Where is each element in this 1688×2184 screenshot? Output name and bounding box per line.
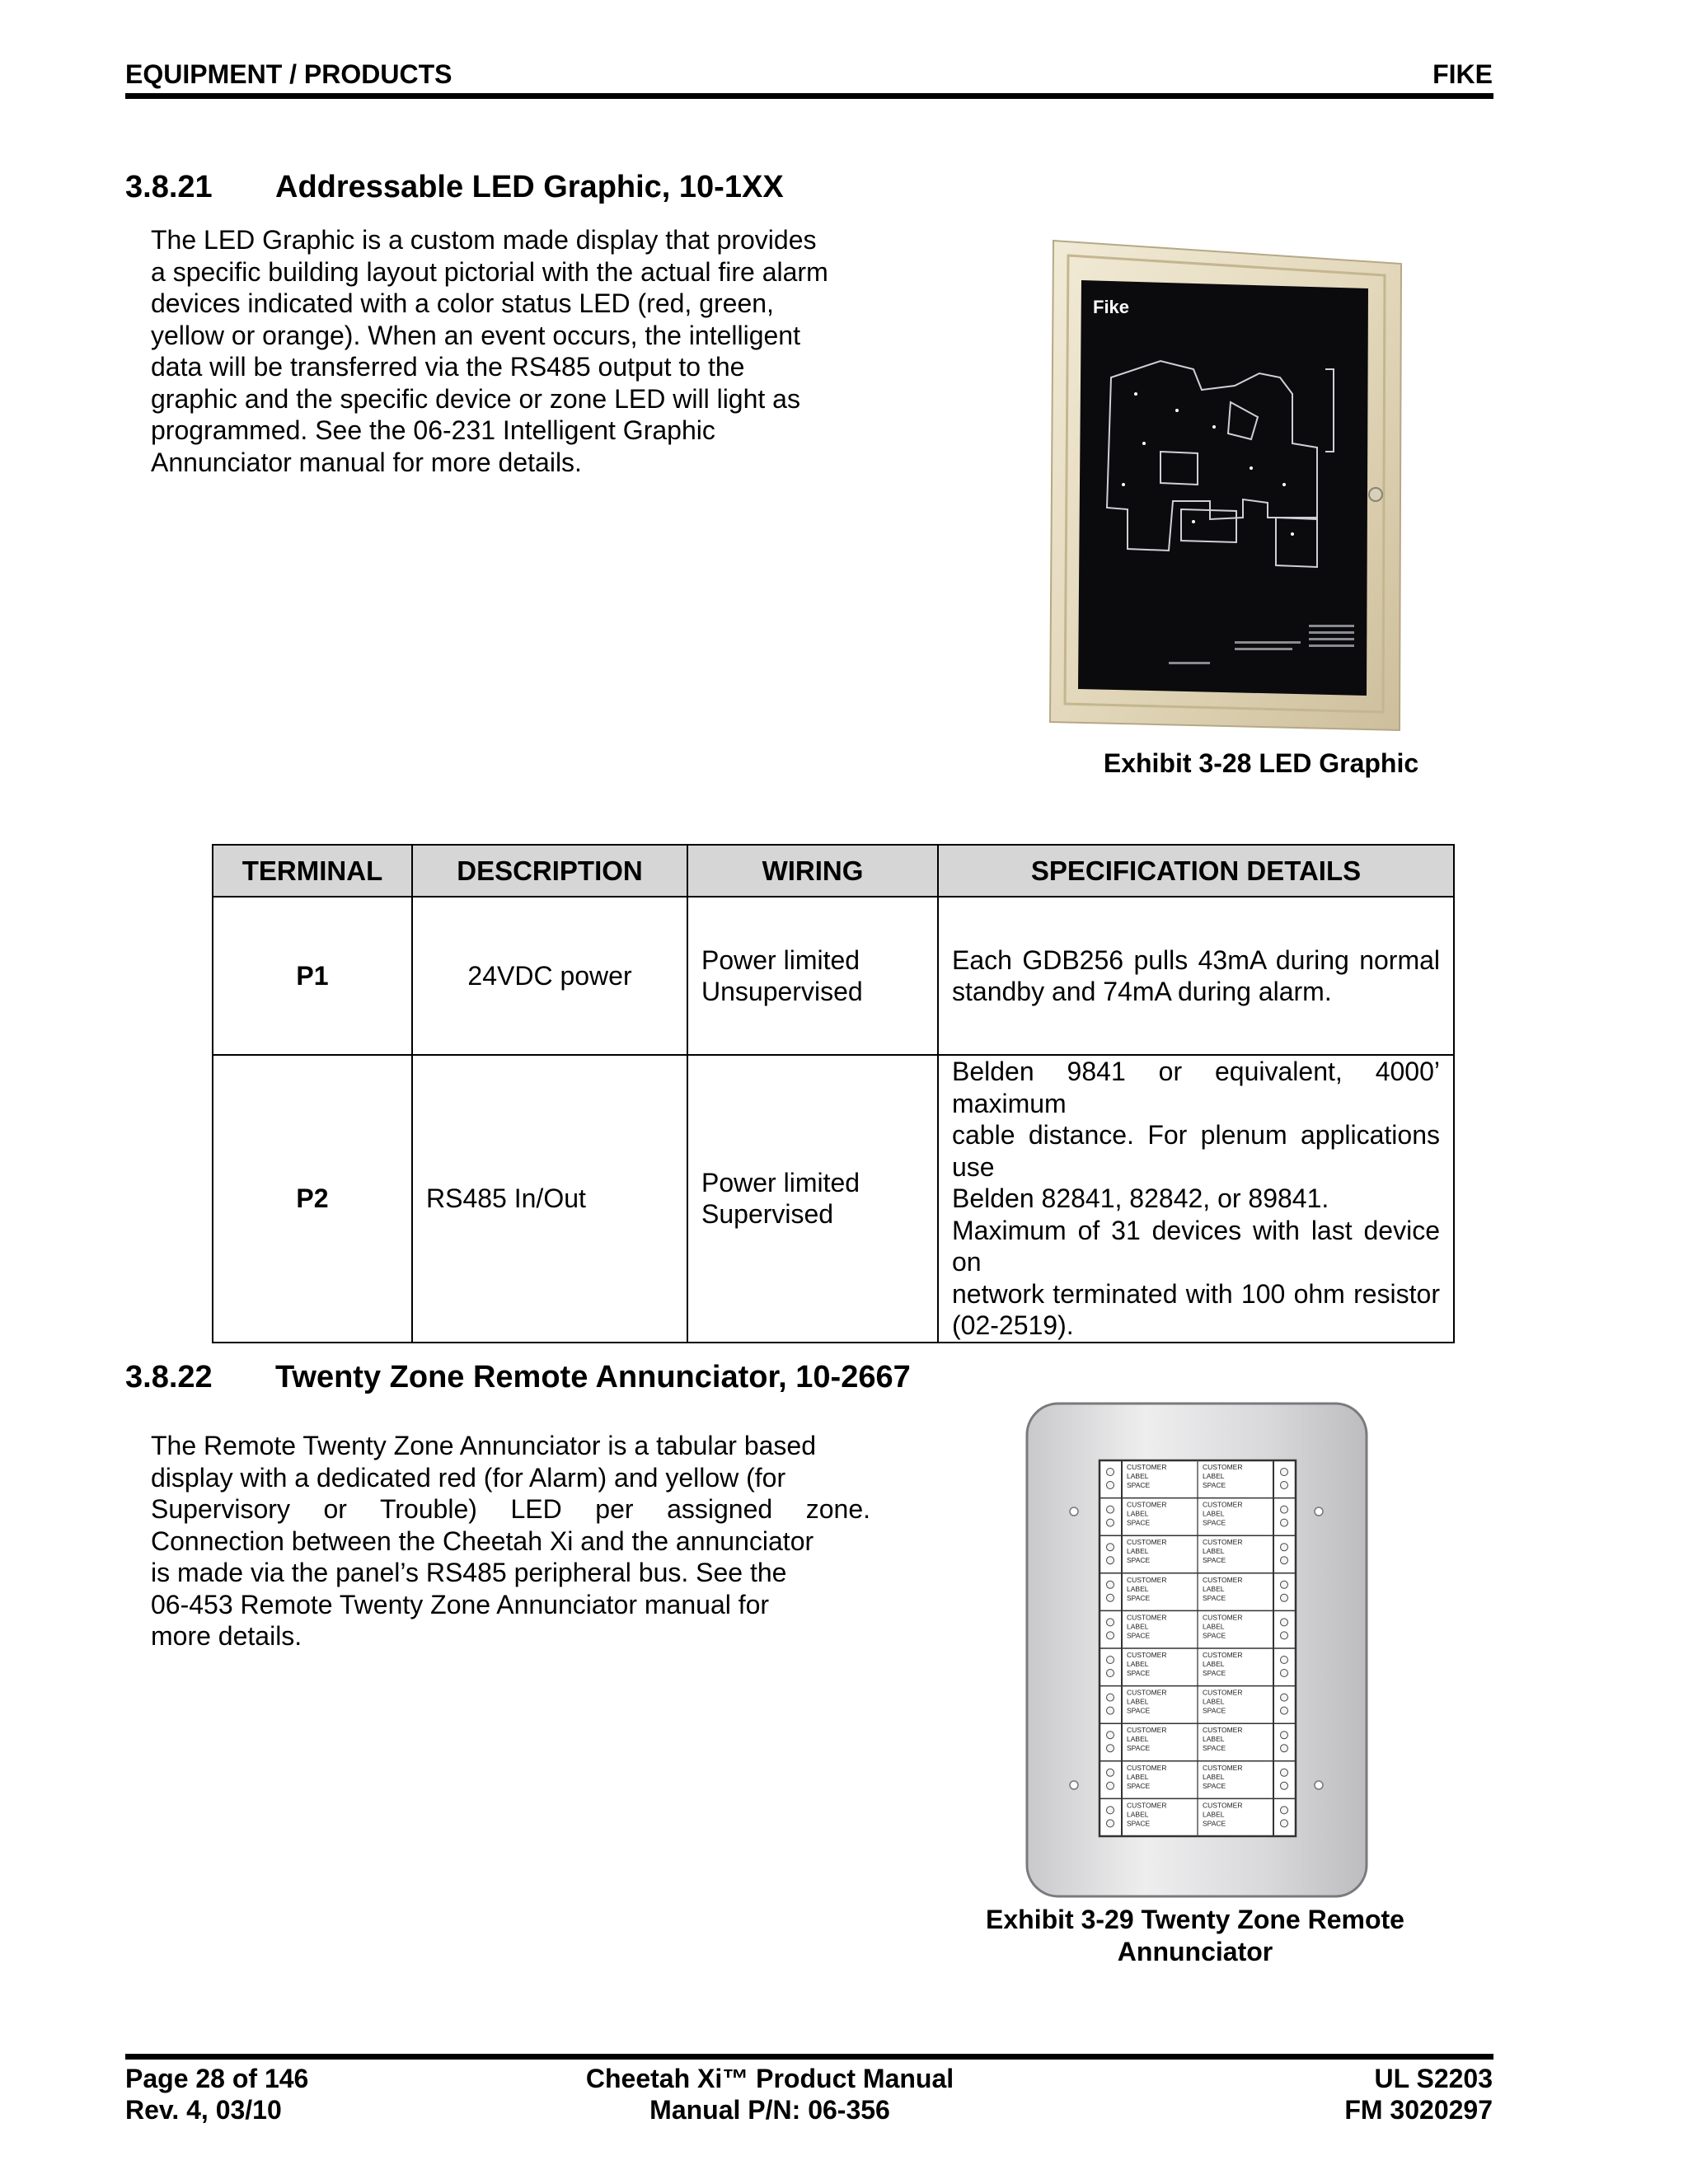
wiring-cell	[687, 897, 938, 1055]
wiring-line: Supervised	[701, 1199, 834, 1230]
zone-label-text: SPACE	[1203, 1593, 1226, 1602]
zone-led-icon	[1107, 1745, 1114, 1752]
manual-title: Cheetah Xi™ Product Manual	[585, 2064, 954, 2093]
zone-label-text: SPACE	[1203, 1518, 1226, 1527]
body-line: is made via the panel’s RS485 peripheral bus. See the	[151, 1558, 787, 1587]
zone-label-text: SPACE	[1127, 1593, 1151, 1602]
caption-line: Exhibit 3-29 Twenty Zone Remote	[986, 1905, 1404, 1934]
zone-led-icon	[1281, 1544, 1288, 1551]
zone-label-text: LABEL	[1127, 1584, 1149, 1593]
zone-label-text: LABEL	[1127, 1660, 1149, 1668]
zone-label-text: SPACE	[1127, 1669, 1151, 1677]
zone-label-text: SPACE	[1127, 1744, 1151, 1753]
zone-label-text: CUSTOMER	[1203, 1613, 1243, 1622]
zone-led-icon	[1281, 1506, 1288, 1513]
zone-label-text: LABEL	[1203, 1735, 1225, 1744]
body-line: display with a dedicated red (for Alarm) and yellow (for	[151, 1462, 786, 1493]
zone-label-text: CUSTOMER	[1127, 1801, 1167, 1810]
zone-label-text: LABEL	[1203, 1810, 1225, 1819]
zone-led-icon	[1107, 1769, 1114, 1776]
section-number: 3.8.21	[125, 170, 213, 204]
zone-label-text: LABEL	[1203, 1772, 1225, 1781]
zone-led-icon	[1281, 1619, 1288, 1626]
zone-led-icon	[1281, 1670, 1288, 1677]
zone-label-text: CUSTOMER	[1127, 1651, 1167, 1659]
zone-label-text: LABEL	[1127, 1772, 1149, 1781]
body-line: yellow or orange). When an event occurs, the intelligent	[151, 320, 800, 350]
description-cell: RS485 In/Out	[412, 1055, 687, 1343]
spec-cell	[938, 1055, 1454, 1343]
revision: Rev. 4, 03/10	[125, 2095, 282, 2125]
zone-led-icon	[1107, 1782, 1114, 1789]
zone-label-text: CUSTOMER	[1203, 1763, 1243, 1772]
zone-label-text: CUSTOMER	[1127, 1763, 1167, 1772]
zone-label-text: CUSTOMER	[1203, 1463, 1243, 1471]
zone-led-icon	[1281, 1707, 1288, 1714]
spec-line: Belden 82841, 82842, or 89841.	[952, 1183, 1329, 1213]
spec-line: standby and 74mA during alarm.	[952, 977, 1332, 1006]
zone-led-icon	[1281, 1469, 1288, 1476]
footer-rule	[125, 2054, 1493, 2060]
zone-label-text: CUSTOMER	[1203, 1575, 1243, 1584]
footer-right	[1344, 2063, 1493, 2125]
zone-led-icon	[1107, 1557, 1114, 1564]
zone-label-text: LABEL	[1203, 1472, 1225, 1480]
spec-line: Belden 9841 or equivalent, 4000’ maximum	[952, 1057, 1440, 1118]
zone-label-text: SPACE	[1203, 1781, 1226, 1790]
table-row	[213, 897, 1454, 1055]
terminal-cell: P2	[213, 1055, 412, 1343]
wiring-line: Power limited	[701, 944, 860, 975]
caption-line: Annunciator	[1117, 1937, 1273, 1966]
zone-label-text: SPACE	[1127, 1518, 1151, 1527]
zone-led-icon	[1107, 1469, 1114, 1476]
body-line: devices indicated with a color status LED (red, green,	[151, 288, 774, 318]
body-line: The Remote Twenty Zone Annunciator is a tabular based	[151, 1431, 816, 1460]
zone-label-text: SPACE	[1203, 1556, 1226, 1565]
zone-label-text: LABEL	[1127, 1735, 1149, 1744]
zone-label-text: LABEL	[1127, 1472, 1149, 1480]
ul-listing: UL S2203	[1374, 2064, 1493, 2093]
zone-led-icon	[1107, 1544, 1114, 1551]
zone-label-text: SPACE	[1127, 1781, 1151, 1790]
table-header-row	[213, 845, 1454, 897]
zone-led-icon	[1107, 1694, 1114, 1701]
led-graphic-image	[1045, 237, 1408, 733]
header-right: FIKE	[1432, 59, 1493, 89]
table-header: DESCRIPTION	[412, 845, 687, 897]
zone-label-text: CUSTOMER	[1127, 1613, 1167, 1622]
zone-led-icon	[1281, 1820, 1288, 1827]
zone-led-icon	[1281, 1519, 1288, 1526]
section-title: Addressable LED Graphic, 10-1XX	[275, 170, 784, 204]
spec-cell	[938, 897, 1454, 1055]
spec-line: Maximum of 31 devices with last device on	[952, 1215, 1440, 1277]
zone-label-text: SPACE	[1203, 1631, 1226, 1640]
fike-logo: Fike	[1093, 297, 1130, 317]
zone-label-text: CUSTOMER	[1127, 1688, 1167, 1697]
zone-label-text: LABEL	[1127, 1697, 1149, 1706]
zone-led-icon	[1107, 1519, 1114, 1526]
zone-led-icon	[1281, 1782, 1288, 1789]
body-line: The LED Graphic is a custom made display that provides	[151, 225, 817, 255]
zone-led-icon	[1281, 1769, 1288, 1776]
zone-label-text: CUSTOMER	[1203, 1538, 1243, 1547]
zone-led-icon	[1281, 1632, 1288, 1639]
description-cell: 24VDC power	[412, 897, 687, 1055]
zone-label-text: LABEL	[1127, 1547, 1149, 1556]
zone-led-icon	[1107, 1820, 1114, 1827]
spec-line: network terminated with 100 ohm resistor	[952, 1278, 1440, 1309]
zone-label-text: CUSTOMER	[1203, 1500, 1243, 1509]
table-header: WIRING	[687, 845, 938, 897]
zone-led-icon	[1281, 1745, 1288, 1752]
body-line: programmed. See the 06-231 Intelligent Graphic	[151, 415, 715, 445]
zone-label-text: SPACE	[1127, 1819, 1151, 1828]
zone-led-icon	[1107, 1594, 1114, 1601]
zone-label-text: CUSTOMER	[1203, 1688, 1243, 1697]
zone-label-text: LABEL	[1203, 1547, 1225, 1556]
zone-label-text: CUSTOMER	[1203, 1726, 1243, 1735]
zone-label-text: LABEL	[1127, 1622, 1149, 1631]
zone-led-icon	[1107, 1619, 1114, 1626]
spec-line: cable distance. For plenum applications use	[952, 1120, 1440, 1182]
section-body	[151, 1430, 870, 1652]
body-line: a specific building layout pictorial with the actual fire alarm	[151, 256, 828, 287]
body-line-last: more details.	[151, 1621, 302, 1651]
zone-label-text: CUSTOMER	[1203, 1801, 1243, 1810]
wiring-cell	[687, 1055, 938, 1343]
figure-caption	[948, 1904, 1442, 1968]
zone-label-text: CUSTOMER	[1127, 1463, 1167, 1471]
terminal-cell: P1	[213, 897, 412, 1055]
header-rule	[125, 93, 1493, 99]
annunciator-image	[1025, 1401, 1369, 1899]
zone-led-icon	[1281, 1732, 1288, 1739]
fm-approval: FM 3020297	[1344, 2095, 1493, 2125]
footer-center	[523, 2063, 1017, 2125]
zone-label-text: SPACE	[1203, 1744, 1226, 1753]
zone-label-text: LABEL	[1203, 1509, 1225, 1518]
zone-led-icon	[1281, 1807, 1288, 1814]
zone-led-icon	[1107, 1732, 1114, 1739]
zone-led-icon	[1107, 1506, 1114, 1513]
zone-led-icon	[1107, 1632, 1114, 1639]
zone-label-text: SPACE	[1127, 1706, 1151, 1715]
table-row	[213, 1055, 1454, 1343]
zone-led-icon	[1281, 1581, 1288, 1588]
body-line: Connection between the Cheetah Xi and the annunciator	[151, 1526, 814, 1556]
header-left: EQUIPMENT / PRODUCTS	[125, 59, 452, 89]
body-line: Supervisory or Trouble) LED per assigned zone.	[151, 1494, 870, 1524]
zone-label-text: LABEL	[1203, 1660, 1225, 1668]
zone-led-icon	[1107, 1807, 1114, 1814]
spec-line: Each GDB256 pulls 43mA during normal	[952, 944, 1440, 975]
zone-label-text: SPACE	[1203, 1669, 1226, 1677]
zone-label-text: LABEL	[1127, 1509, 1149, 1518]
zone-label-text: LABEL	[1203, 1622, 1225, 1631]
body-line: 06-453 Remote Twenty Zone Annunciator manual for	[151, 1589, 770, 1619]
zone-label-text: CUSTOMER	[1203, 1651, 1243, 1659]
zone-label-text: SPACE	[1127, 1631, 1151, 1640]
zone-label-text: SPACE	[1203, 1706, 1226, 1715]
wiring-line: Power limited	[701, 1167, 860, 1197]
zone-led-icon	[1107, 1482, 1114, 1489]
figure-caption: Exhibit 3-28 LED Graphic	[1103, 748, 1419, 778]
body-line: graphic and the specific device or zone LED will light as	[151, 383, 800, 414]
body-line-last: Annunciator manual for more details.	[151, 447, 582, 477]
page-number: Page 28 of 146	[125, 2064, 309, 2093]
section-title: Twenty Zone Remote Annunciator, 10-2667	[275, 1360, 911, 1394]
zone-label-text: SPACE	[1203, 1481, 1226, 1489]
manual-pn: Manual P/N: 06-356	[649, 2095, 890, 2125]
zone-led-icon	[1281, 1557, 1288, 1564]
zone-label-text: SPACE	[1203, 1819, 1226, 1828]
wiring-line: Unsupervised	[701, 977, 863, 1006]
section-number: 3.8.22	[125, 1360, 213, 1394]
zone-label-text: SPACE	[1127, 1481, 1151, 1489]
zone-label-text: SPACE	[1127, 1556, 1151, 1565]
zone-label-text: LABEL	[1203, 1697, 1225, 1706]
table-header: SPECIFICATION DETAILS	[938, 845, 1454, 897]
zone-label-text: CUSTOMER	[1127, 1575, 1167, 1584]
zone-led-icon	[1281, 1657, 1288, 1664]
zone-led-icon	[1107, 1581, 1114, 1588]
zone-led-icon	[1281, 1694, 1288, 1701]
zone-led-icon	[1281, 1482, 1288, 1489]
zone-label-text: LABEL	[1203, 1584, 1225, 1593]
zone-led-icon	[1107, 1670, 1114, 1677]
spec-line: (02-2519).	[952, 1310, 1074, 1340]
zone-led-icon	[1107, 1657, 1114, 1664]
zone-label-text: CUSTOMER	[1127, 1500, 1167, 1509]
zone-led-icon	[1107, 1707, 1114, 1714]
zone-label-text: CUSTOMER	[1127, 1538, 1167, 1547]
zone-label-text: CUSTOMER	[1127, 1726, 1167, 1735]
table-header: TERMINAL	[213, 845, 412, 897]
zone-led-icon	[1281, 1594, 1288, 1601]
section-body	[151, 224, 870, 478]
zone-label-text: LABEL	[1127, 1810, 1149, 1819]
terminal-table	[212, 844, 1455, 1343]
footer-left	[125, 2063, 308, 2125]
body-line: data will be transferred via the RS485 output to the	[151, 352, 745, 382]
